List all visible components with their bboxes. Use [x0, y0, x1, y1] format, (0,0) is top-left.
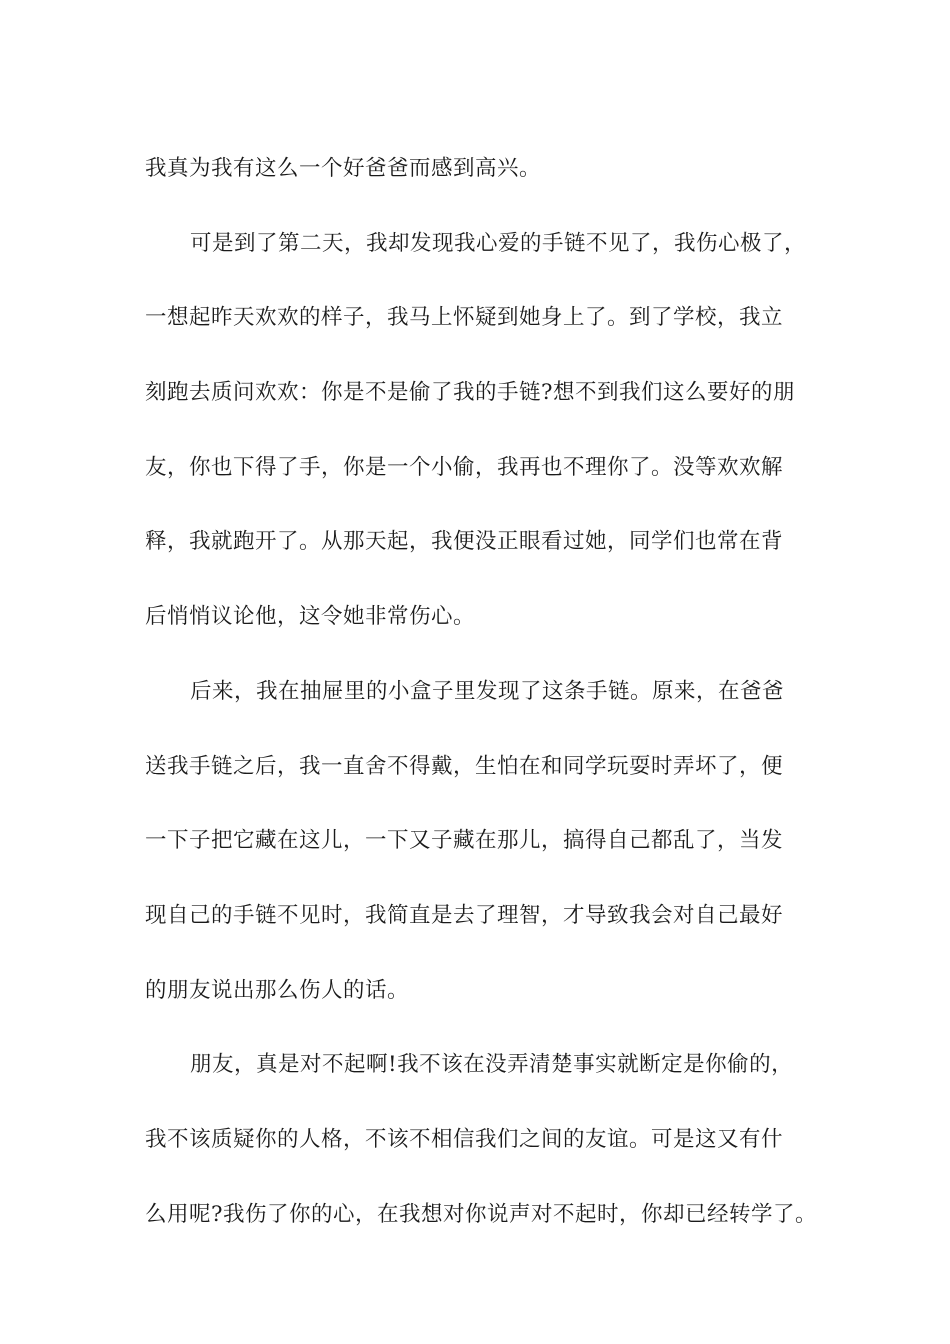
document-body [145, 132, 825, 1252]
text-line: 我真为我有这么一个好爸爸而感到高兴。 [145, 156, 542, 181]
text-line: 么用呢?我伤了你的心，在我想对你说声对不起时，你却已经转学了。 [145, 1201, 818, 1227]
text-line: 后悄悄议论他，这令她非常伤心。 [145, 604, 476, 630]
text-line: 的朋友说出那么伤人的话。 [145, 977, 410, 1003]
text-line: 现自己的手链不见时，我简直是去了理智，才导致我会对自己最好 [145, 902, 784, 928]
text-line: 友，你也下得了手，你是一个小偷，我再也不理你了。没等欢欢解 [145, 454, 784, 480]
text-line: 我不该质疑你的人格，不该不相信我们之间的友谊。可是这又有什 [145, 1126, 784, 1152]
text-line: 一想起昨天欢欢的样子，我马上怀疑到她身上了。到了学校，我立 [145, 305, 784, 331]
text-line: 刻跑去质问欢欢：你是不是偷了我的手链?想不到我们这么要好的朋 [145, 380, 796, 406]
paragraph-start-line: 朋友，真是对不起啊!我不该在没弄清楚事实就断定是你偷的， [190, 1052, 794, 1078]
text-line: 一下子把它藏在这儿，一下又子藏在那儿，搞得自己都乱了，当发 [145, 828, 784, 854]
paragraph-start-line: 可是到了第二天，我却发现我心爱的手链不见了，我伤心极了， [190, 230, 807, 256]
text-line: 送我手链之后，我一直舍不得戴，生怕在和同学玩耍时弄坏了，便 [145, 753, 784, 779]
paragraph-start-line: 后来，我在抽屉里的小盒子里发现了这条手链。原来，在爸爸 [190, 678, 785, 704]
text-line: 释，我就跑开了。从那天起，我便没正眼看过她，同学们也常在背 [145, 529, 784, 555]
